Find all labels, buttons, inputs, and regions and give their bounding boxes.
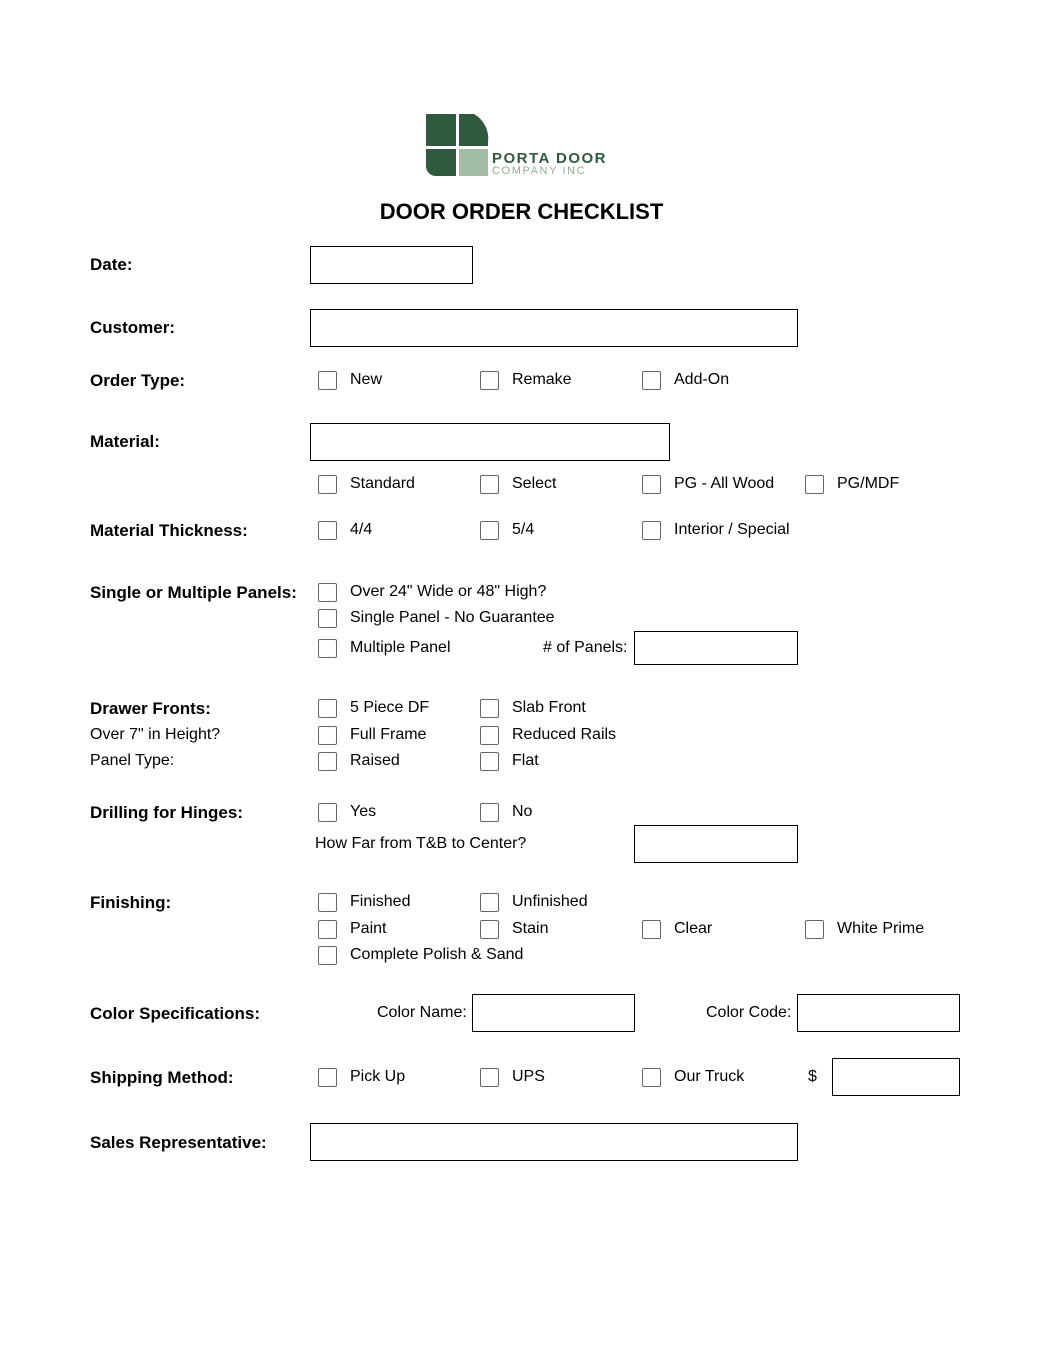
material-pg-mdf-checkbox[interactable] xyxy=(805,475,824,494)
finishing-label: Finishing: xyxy=(90,893,172,912)
color-code-field[interactable] xyxy=(797,994,960,1032)
finishing-unfinished-label: Unfinished xyxy=(512,893,588,910)
panels-oversize-label: Over 24" Wide or 48" High? xyxy=(350,583,547,600)
drawer-full-frame-label: Full Frame xyxy=(350,726,427,743)
shipping-cost-field[interactable] xyxy=(832,1058,960,1096)
order-new-label: New xyxy=(350,371,383,388)
thickness-interior-special-checkbox[interactable] xyxy=(642,521,661,540)
drawer-full-frame-checkbox[interactable] xyxy=(318,726,337,745)
drawer-flat-checkbox[interactable] xyxy=(480,752,499,771)
finishing-polish-sand-label: Complete Polish & Sand xyxy=(350,946,524,963)
drawer-reduced-rails-checkbox[interactable] xyxy=(480,726,499,745)
shipping-our-truck-label: Our Truck xyxy=(674,1068,745,1085)
customer-label: Customer: xyxy=(90,318,176,337)
finishing-finished-checkbox[interactable] xyxy=(318,893,337,912)
drawer-panel-type-label: Panel Type: xyxy=(90,752,175,769)
order-addon-label: Add-On xyxy=(674,371,730,388)
sales-rep-field[interactable] xyxy=(310,1123,798,1161)
finishing-unfinished-checkbox[interactable] xyxy=(480,893,499,912)
panels-single-label: Single Panel - No Guarantee xyxy=(350,609,555,626)
panels-count-label: # of Panels: xyxy=(543,639,628,656)
thickness-5-4-checkbox[interactable] xyxy=(480,521,499,540)
logo-name: PORTA DOOR xyxy=(492,150,607,167)
drawer-height-label: Over 7" in Height? xyxy=(90,726,221,743)
panels-oversize-checkbox[interactable] xyxy=(318,583,337,602)
hinges-distance-label: How Far from T&B to Center? xyxy=(315,835,527,852)
order-new-checkbox[interactable] xyxy=(318,371,337,390)
sales-rep-label: Sales Representative: xyxy=(90,1133,267,1152)
drawer-5-piece-label: 5 Piece DF xyxy=(350,699,430,716)
drawer-fronts-label: Drawer Fronts: xyxy=(90,699,211,718)
drawer-slab-front-label: Slab Front xyxy=(512,699,586,716)
customer-field[interactable] xyxy=(310,309,798,347)
finishing-stain-checkbox[interactable] xyxy=(480,920,499,939)
finishing-polish-sand-checkbox[interactable] xyxy=(318,946,337,965)
drawer-raised-checkbox[interactable] xyxy=(318,752,337,771)
material-pg-all-wood-checkbox[interactable] xyxy=(642,475,661,494)
shipping-our-truck-checkbox[interactable] xyxy=(642,1068,661,1087)
order-remake-label: Remake xyxy=(512,371,572,388)
finishing-finished-label: Finished xyxy=(350,893,411,910)
material-label: Material: xyxy=(90,432,160,451)
finishing-white-prime-checkbox[interactable] xyxy=(805,920,824,939)
material-select-checkbox[interactable] xyxy=(480,475,499,494)
panels-multiple-label: Multiple Panel xyxy=(350,639,451,656)
date-field[interactable] xyxy=(310,246,473,284)
panels-count-field[interactable] xyxy=(634,631,798,665)
drawer-flat-label: Flat xyxy=(512,752,539,769)
color-name-label: Color Name: xyxy=(377,1004,467,1021)
hinges-yes-label: Yes xyxy=(350,803,377,820)
thickness-4-4-checkbox[interactable] xyxy=(318,521,337,540)
material-field[interactable] xyxy=(310,423,670,461)
hinges-yes-checkbox[interactable] xyxy=(318,803,337,822)
panels-single-checkbox[interactable] xyxy=(318,609,337,628)
material-standard-label: Standard xyxy=(350,475,415,492)
date-label: Date: xyxy=(90,255,133,274)
order-remake-checkbox[interactable] xyxy=(480,371,499,390)
color-name-field[interactable] xyxy=(472,994,635,1032)
material-select-label: Select xyxy=(512,475,557,492)
shipping-pickup-checkbox[interactable] xyxy=(318,1068,337,1087)
order-addon-checkbox[interactable] xyxy=(642,371,661,390)
shipping-ups-label: UPS xyxy=(512,1068,545,1085)
hinges-no-checkbox[interactable] xyxy=(480,803,499,822)
material-pg-mdf-label: PG/MDF xyxy=(837,475,900,492)
drawer-slab-front-checkbox[interactable] xyxy=(480,699,499,718)
finishing-paint-label: Paint xyxy=(350,920,387,937)
thickness-4-4-label: 4/4 xyxy=(350,521,373,538)
shipping-pickup-label: Pick Up xyxy=(350,1068,406,1085)
thickness-5-4-label: 5/4 xyxy=(512,521,535,538)
hinges-no-label: No xyxy=(512,803,533,820)
material-standard-checkbox[interactable] xyxy=(318,475,337,494)
drawer-5-piece-checkbox[interactable] xyxy=(318,699,337,718)
panels-label: Single or Multiple Panels: xyxy=(90,583,297,602)
shipping-ups-checkbox[interactable] xyxy=(480,1068,499,1087)
thickness-interior-special-label: Interior / Special xyxy=(674,521,790,538)
logo-subname: COMPANY INC xyxy=(492,165,587,177)
panels-multiple-checkbox[interactable] xyxy=(318,639,337,658)
color-spec-label: Color Specifications: xyxy=(90,1004,261,1023)
drawer-raised-label: Raised xyxy=(350,752,400,769)
shipping-currency-symbol: $ xyxy=(808,1068,817,1085)
material-pg-all-wood-label: PG - All Wood xyxy=(674,475,775,492)
shipping-label: Shipping Method: xyxy=(90,1068,234,1087)
finishing-stain-label: Stain xyxy=(512,920,549,937)
finishing-clear-label: Clear xyxy=(674,920,713,937)
hinges-distance-field[interactable] xyxy=(634,825,798,863)
thickness-label: Material Thickness: xyxy=(90,521,248,540)
page-title: DOOR ORDER CHECKLIST xyxy=(379,199,664,224)
hinges-label: Drilling for Hinges: xyxy=(90,803,243,822)
finishing-paint-checkbox[interactable] xyxy=(318,920,337,939)
order-type-label: Order Type: xyxy=(90,371,186,390)
finishing-clear-checkbox[interactable] xyxy=(642,920,661,939)
color-code-label: Color Code: xyxy=(706,1004,792,1021)
finishing-white-prime-label: White Prime xyxy=(837,920,925,937)
drawer-reduced-rails-label: Reduced Rails xyxy=(512,726,617,743)
